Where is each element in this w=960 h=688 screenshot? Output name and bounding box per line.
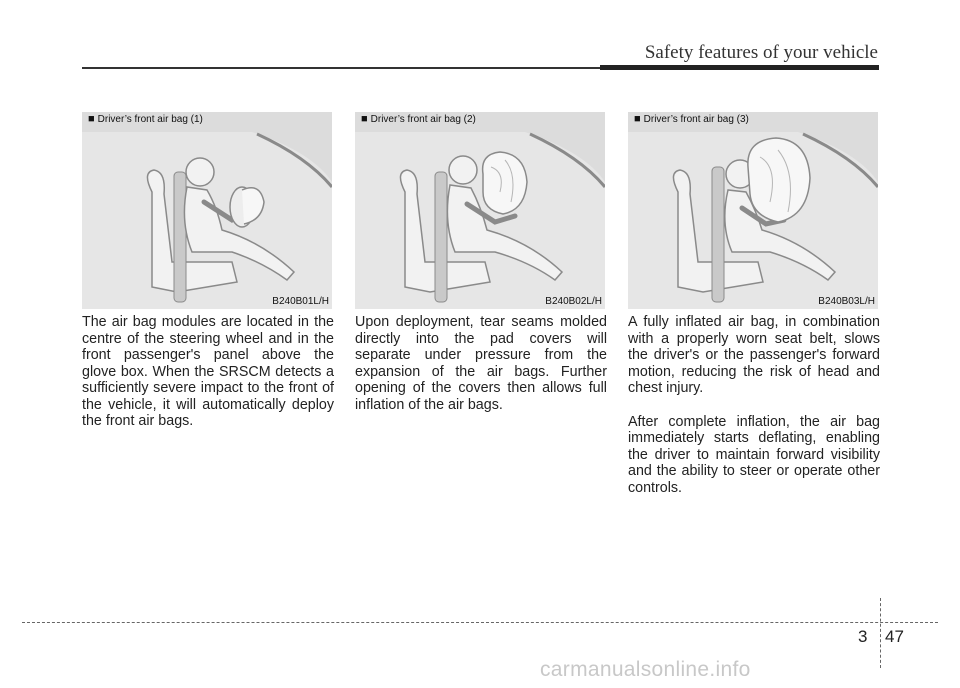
figure-caption: ■ Driver’s front air bag (3) bbox=[634, 113, 749, 125]
bullet-square-icon: ■ bbox=[88, 113, 95, 125]
footer-rule bbox=[22, 622, 938, 623]
paragraph: Upon deployment, tear seams molded directly into the pad covers will separate under pressure from the expansion of the air bags. Further opening of the covers then allows full inflation of the air bags. bbox=[355, 314, 607, 413]
figure-airbag-2 bbox=[355, 112, 605, 309]
header-rule-accent bbox=[600, 65, 879, 70]
chapter-number: 3 bbox=[858, 627, 868, 646]
figure-caption: ■ Driver’s front air bag (2) bbox=[361, 113, 476, 125]
paragraph: After complete inflation, the air bag immediately starts deflating, enabling the driver to maintain forward visibility and the ability to steer or operate other controls. bbox=[628, 413, 880, 496]
text-column-1 bbox=[82, 314, 334, 447]
figure-airbag-3 bbox=[628, 112, 878, 309]
figure-airbag-1 bbox=[82, 112, 332, 309]
airbag-stage-2-illustration bbox=[355, 112, 605, 309]
footer-divider bbox=[880, 598, 881, 668]
figure-code: B240B03L/H bbox=[818, 296, 875, 307]
figure-code: B240B01L/H bbox=[272, 296, 329, 307]
figure-code: B240B02L/H bbox=[545, 296, 602, 307]
figure-caption: ■ Driver’s front air bag (1) bbox=[88, 113, 203, 125]
page-number: 47 bbox=[885, 627, 904, 646]
paragraph: The air bag modules are located in the centre of the steering wheel and in the front passenger's panel above the glove box. When the SRSCM detects a sufficiently severe impact to the front of the vehicle, it will automatically deploy the front air bags. bbox=[82, 314, 334, 429]
airbag-stage-3-illustration bbox=[628, 112, 878, 309]
text-column-3 bbox=[628, 314, 880, 513]
header-rule bbox=[82, 67, 600, 69]
section-title: Safety features of your vehicle bbox=[644, 42, 878, 63]
paragraph: A fully inflated air bag, in combination with a properly worn seat belt, slows the driver's or the passenger's forward motion, reducing the risk of head and chest injury. bbox=[628, 314, 880, 396]
airbag-stage-1-illustration bbox=[82, 112, 332, 309]
watermark: carmanualsonline.info bbox=[540, 658, 751, 681]
bullet-square-icon: ■ bbox=[634, 113, 641, 125]
text-column-2 bbox=[355, 314, 607, 430]
bullet-square-icon: ■ bbox=[361, 113, 368, 125]
